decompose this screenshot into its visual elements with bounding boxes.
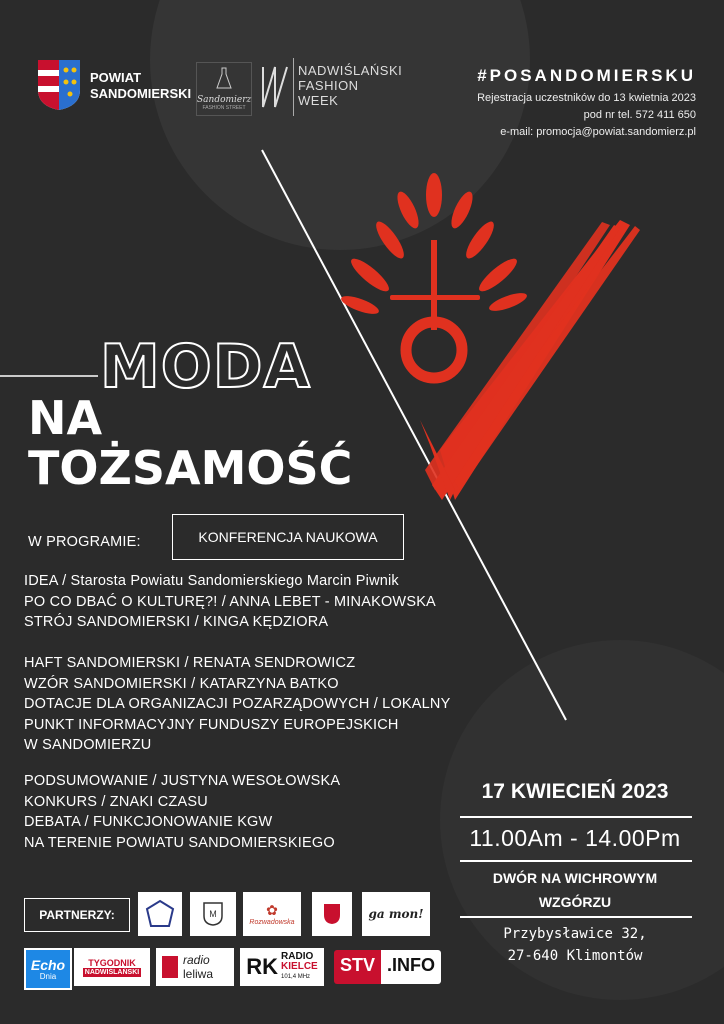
program-item: PODSUMOWANIE / JUSTYNA WESOŁOWSKA xyxy=(24,773,341,789)
divider xyxy=(460,916,692,918)
event-time: 11.00Am - 14.00Pm xyxy=(469,825,681,851)
nfw-name: NADWIŚLAŃSKI FASHION WEEK xyxy=(298,63,403,108)
conference-badge: KONFERENCJA NAUKOWA xyxy=(172,514,404,560)
program-item: DOTACJE DLA ORGANIZACJI POZARZĄDOWYCH / LOKALNY xyxy=(24,696,451,713)
nfw-divider xyxy=(293,58,294,116)
divider xyxy=(460,816,692,818)
media-logo-echo: Echo Dnia xyxy=(24,948,72,990)
media-logo-tygodnik: TYGODNIK NADWIŚLAŃSKI xyxy=(74,948,150,986)
program-block-1 xyxy=(24,571,436,633)
program-block-2 xyxy=(24,653,450,756)
partner-logo-crest xyxy=(190,892,236,936)
program-item: KONKURS / ZNAKI CZASU xyxy=(24,793,208,810)
registration-deadline: Rejestracja uczestników do 13 kwietnia 2023 xyxy=(477,92,696,104)
partner-logo-geometric xyxy=(138,892,182,936)
crest-icon xyxy=(203,902,223,926)
media-logo-stv: STV .INFO xyxy=(334,950,444,984)
polyhedron-icon xyxy=(145,899,175,929)
registration-info xyxy=(477,90,696,141)
program-block-3 xyxy=(24,771,340,853)
program-item: NA TERENIE POWIATU SANDOMIERSKIEGO xyxy=(24,834,335,851)
program-item: IDEA / Starosta Powiatu Sandomierskiego Marcin Piwnik xyxy=(24,573,399,589)
program-item: PO CO DBAĆ O KULTURĘ?! / ANNA LEBET - MINAKOWSKA xyxy=(24,593,436,610)
partners-label-box xyxy=(24,898,130,932)
program-item: W SANDOMIERZU xyxy=(24,737,152,754)
title-na: NA xyxy=(28,391,103,445)
county-name: POWIAT SANDOMIERSKI xyxy=(90,70,192,101)
dress-icon xyxy=(214,66,234,90)
partner-logo-red-crest xyxy=(312,892,352,936)
media-logo-radio-kielce: RK RADIO KIELCE 101,4 MHz xyxy=(240,948,324,986)
event-venue: DWÓR NA WICHROWYM WZGÓRZU xyxy=(492,870,658,910)
partner-logo-ga-mon: ga mon! xyxy=(362,892,430,936)
title-tozsamosc: TOŻSAMOŚĆ xyxy=(28,441,353,495)
registration-email[interactable]: e-mail: promocja@powiat.sandomierz.pl xyxy=(500,126,696,138)
program-item: WZÓR SANDOMIERSKI / KATARZYNA BATKO xyxy=(24,675,339,692)
title-moda: MODA xyxy=(100,332,311,402)
program-item: HAFT SANDOMIERSKI / RENATA SENDROWICZ xyxy=(24,655,356,671)
registration-phone: pod nr tel. 572 411 650 xyxy=(583,109,696,121)
shield-icon xyxy=(323,903,341,925)
partner-logo-rozwadowska: ✿ Rozwadowska xyxy=(243,892,301,936)
fashion-street-logo: Sandomierz FASHION STREET xyxy=(196,62,252,116)
svg-text:M: M xyxy=(209,909,217,919)
partners-label: PARTNERZY: xyxy=(39,908,115,922)
event-date: 17 KWIECIEŃ 2023 xyxy=(481,780,669,803)
hashtag: #POSANDOMIERSKU xyxy=(477,66,696,85)
program-item: PUNKT INFORMACYJNY FUNDUSZY EUROPEJSKICH xyxy=(24,716,399,733)
program-item: STRÓJ SANDOMIERSKI / KINGA KĘDZIORA xyxy=(24,614,329,631)
nfw-monogram-icon xyxy=(260,62,290,112)
county-crest-icon xyxy=(38,60,80,110)
divider xyxy=(460,860,692,862)
media-logo-radio-leliwa: radio leliwa xyxy=(156,948,234,986)
event-address: Przybysławice 32, 27-640 Klimontów xyxy=(503,926,647,964)
flower-icon: ✿ xyxy=(266,902,278,918)
radio-icon xyxy=(162,956,178,978)
program-label: W PROGRAMIE: xyxy=(28,534,141,550)
folk-motif-graphic xyxy=(330,170,650,510)
program-item: DEBATA / FUNKCJONOWANIE KGW xyxy=(24,814,273,831)
